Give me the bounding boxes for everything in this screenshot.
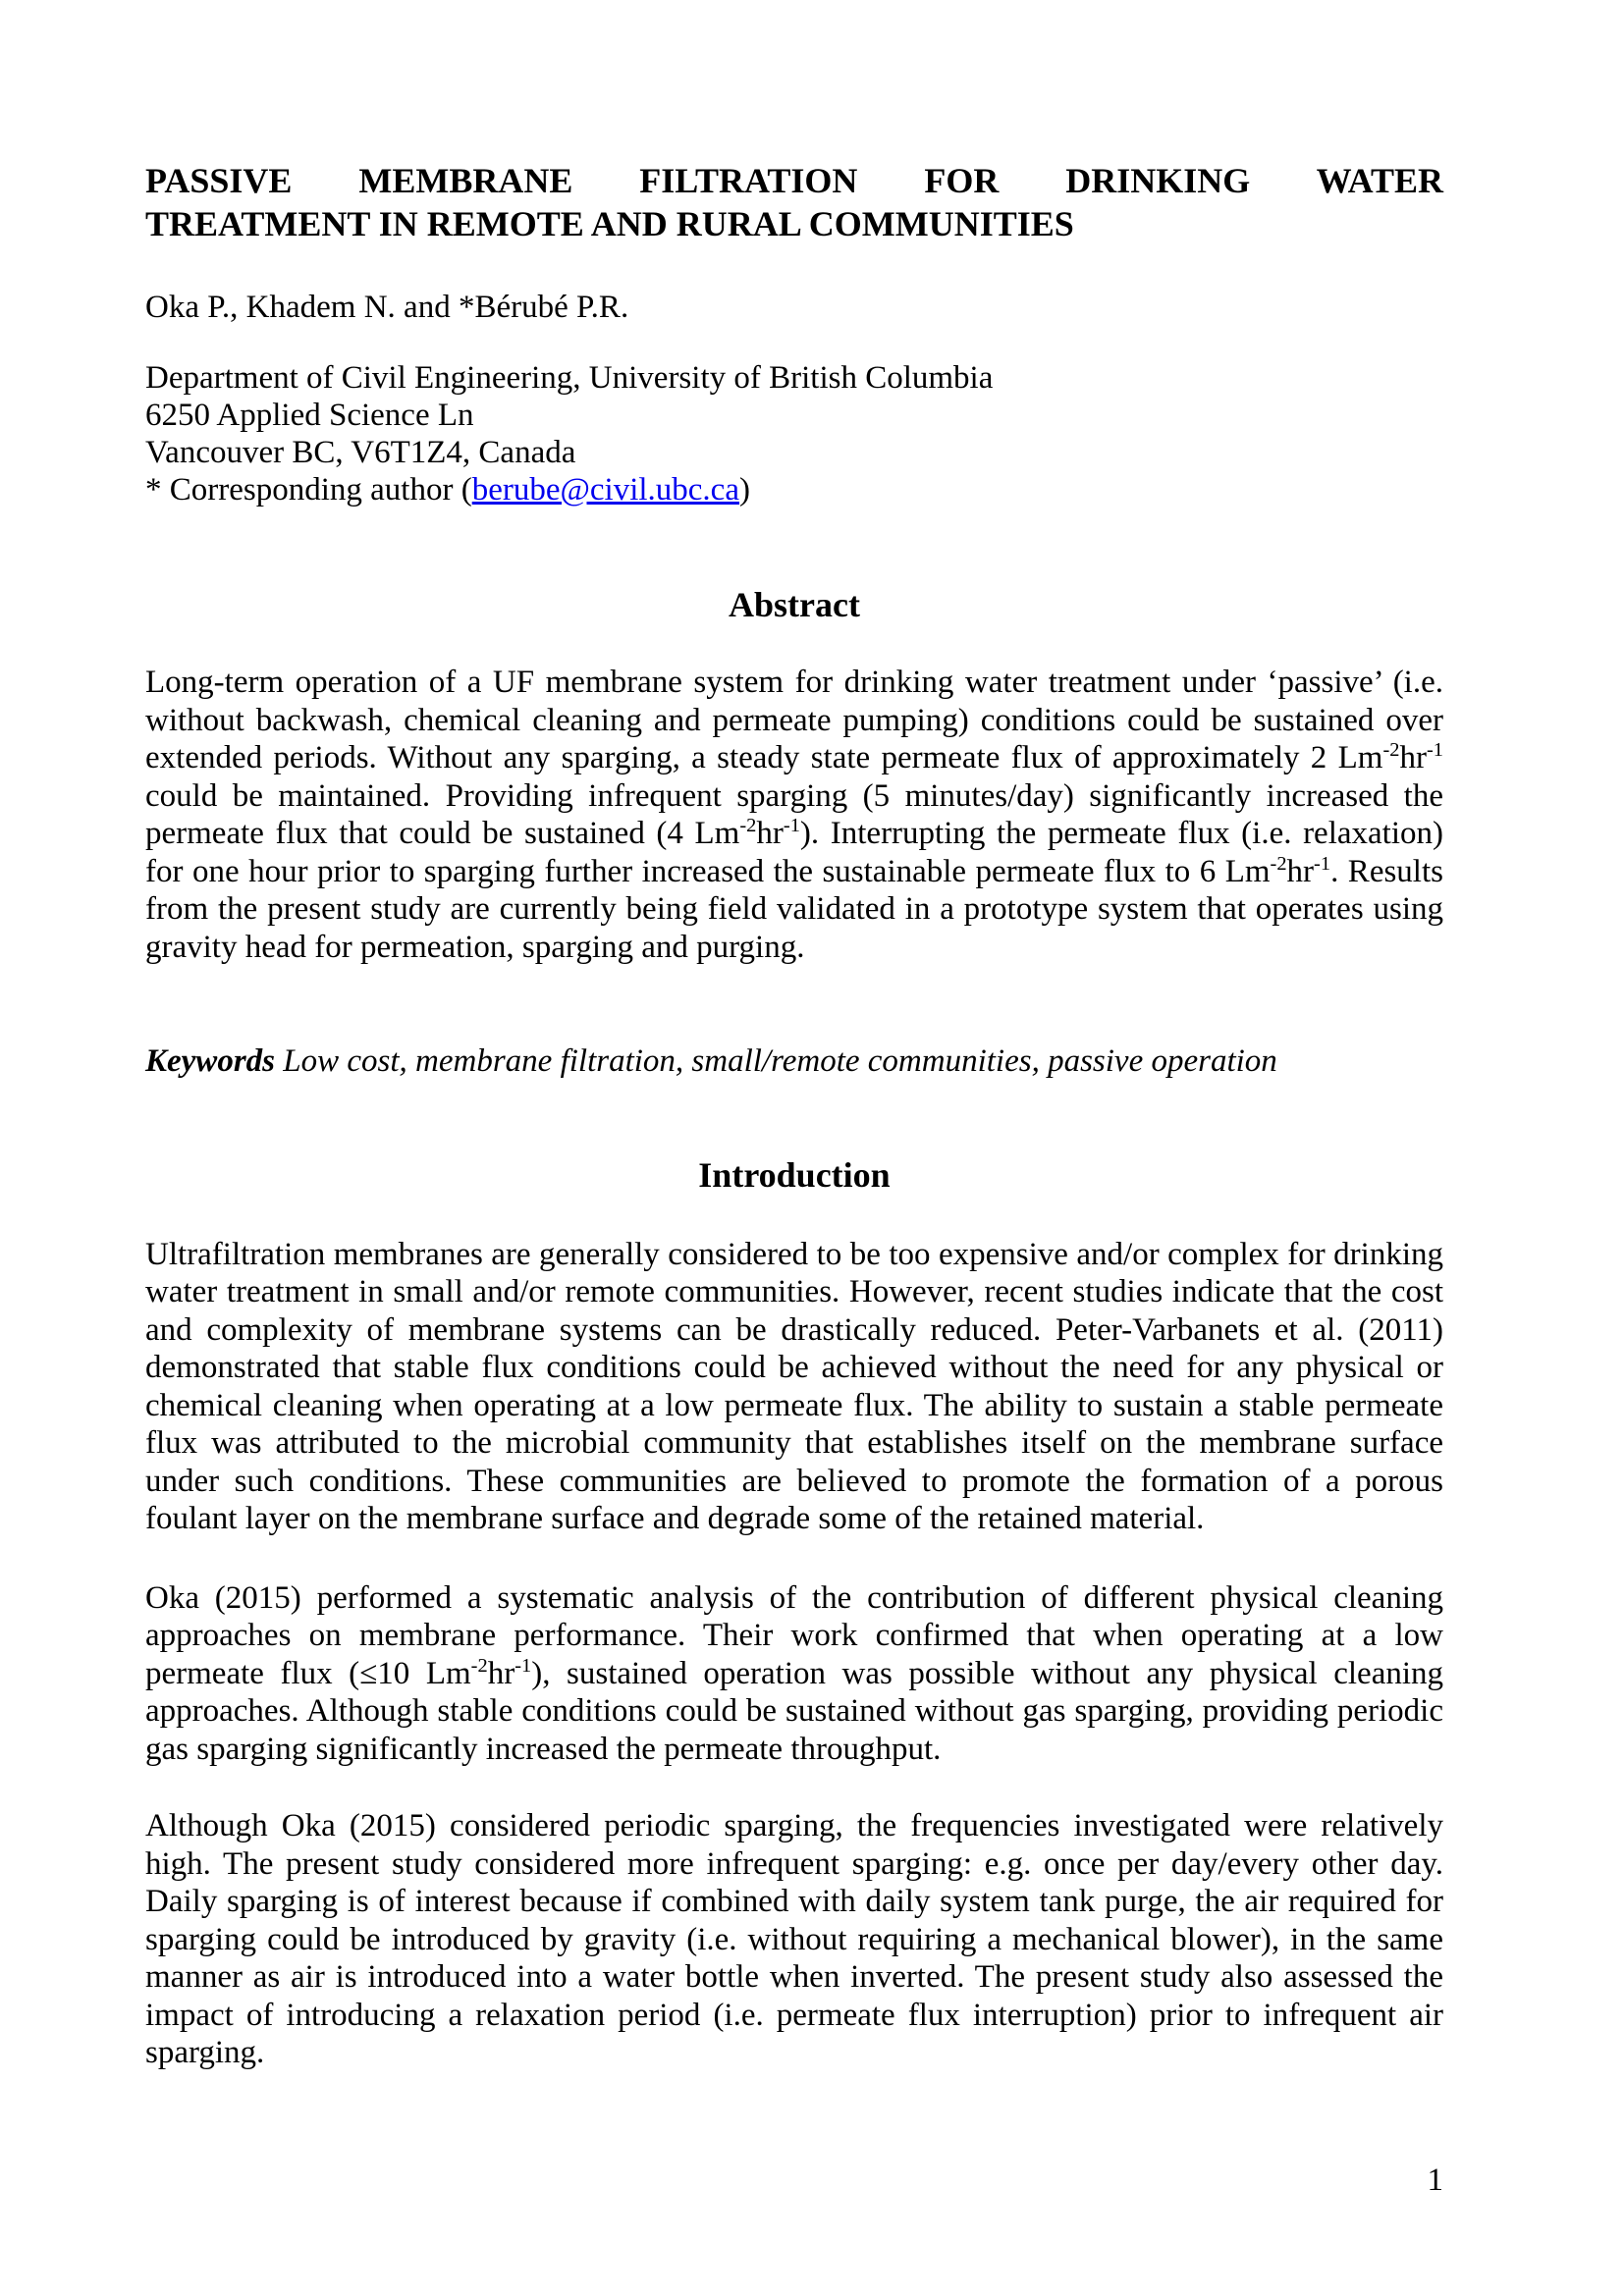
text-segment: * Corresponding author ( xyxy=(145,472,472,507)
introduction-paragraph-1 xyxy=(145,1236,1443,1538)
superscript-exponent: -1 xyxy=(1314,852,1331,875)
introduction-paragraph-2 xyxy=(145,1579,1443,1769)
corresponding-author-line xyxy=(145,471,1443,508)
email-link[interactable]: berube@civil.ubc.ca xyxy=(471,472,739,507)
keywords-text: Low cost, membrane filtration, small/remote communities, passive operation xyxy=(275,1043,1277,1079)
affiliation-department: Department of Civil Engineering, University of British Columbia xyxy=(145,360,994,396)
text-segment: could be maintained. Providing infrequent sparging (5 minutes/day) significantly increased the permeate flux that could be sustained (4 Lm xyxy=(145,777,1443,851)
page-number: 1 xyxy=(1427,2163,1443,2198)
superscript-exponent: -1 xyxy=(514,1654,532,1677)
keywords-label: Keywords xyxy=(145,1043,275,1079)
superscript-exponent: -2 xyxy=(470,1654,488,1677)
affiliation-street: 6250 Applied Science Ln xyxy=(145,398,474,433)
text-segment: hr xyxy=(1399,740,1427,775)
text-segment: Long-term operation of a UF membrane system for drinking water treatment under ‘passive’ (i.e. without backwash, chemical cleaning and permeate pumping) conditions could be sustained over extended periods. Without any sparging, a steady state permeate flux of approximately 2 Lm xyxy=(145,665,1443,775)
superscript-exponent: -1 xyxy=(783,815,800,836)
authors-line: Oka P., Khadem N. and *Bérubé P.R. xyxy=(145,290,629,325)
text-segment: hr xyxy=(756,816,784,851)
superscript-exponent: -1 xyxy=(1426,739,1443,761)
affiliation-block xyxy=(145,359,1443,508)
abstract-paragraph xyxy=(145,664,1443,966)
keywords-line xyxy=(145,1042,1443,1081)
paper-title-line-2: TREATMENT IN REMOTE AND RURAL COMMUNITIES xyxy=(145,204,1074,243)
text-segment: ) xyxy=(738,472,750,507)
text-segment: ), sustained operation was possible without any physical cleaning approaches. Although stable conditions could be sustained without gas sparging, providing periodic gas sparging significantly increased the permeate throughput. xyxy=(145,1655,1444,1767)
text-segment: Oka (2015) performed a systematic analysis of the contribution of different physical cleaning approaches on membrane performance. Their work confirmed that when operating at a low permeate flux (≤10 Lm xyxy=(145,1579,1443,1691)
abstract-heading: Abstract xyxy=(729,585,860,624)
text-segment: hr xyxy=(1286,853,1315,889)
paper-title-line-1: PASSIVE MEMBRANE FILTRATION FOR DRINKING WATER xyxy=(145,161,1443,200)
paper-title xyxy=(145,159,1443,245)
superscript-exponent: -2 xyxy=(1382,739,1400,761)
affiliation-city: Vancouver BC, V6T1Z4, Canada xyxy=(145,435,576,470)
page-content xyxy=(145,0,1443,2072)
superscript-exponent: -2 xyxy=(1270,852,1287,875)
text-segment: . Results from the present study are currently being field validated in a prototype system that operates using gravity head for permeation, sparging and purging. xyxy=(145,853,1443,965)
superscript-exponent: -2 xyxy=(739,815,757,836)
text-segment: hr xyxy=(487,1655,515,1691)
introduction-paragraph-3 xyxy=(145,1807,1443,2072)
text-segment: Although Oka (2015) considered periodic sparging, the frequencies investigated were relatively high. The present study considered more infrequent sparging: e.g. once per day/every other day. Daily sparging is of interest because if combined with daily system tank purge, the air required for sparging could be introduced by gravity (i.e. without requiring a mechanical blower), in the same manner as air is introduced into a water bottle when inverted. The present study also assessed the impact of introducing a relaxation period (i.e. permeate flux interruption) prior to infrequent air sparging. xyxy=(145,1808,1443,2070)
text-segment: ). Interrupting the permeate flux (i.e. relaxation) for one hour prior to sparging further increased the sustainable permeate flux to 6 Lm xyxy=(145,816,1443,889)
text-segment: Ultrafiltration membranes are generally considered to be too expensive and/or complex for drinking water treatment in small and/or remote communities. However, recent studies indicate that the cost and complexity of membrane systems can be drastically reduced. Peter-Varbanets et al. (2011) demonstrated that stable flux conditions could be achieved without the need for any physical or chemical cleaning when operating at a low permeate flux. The ability to sustain a stable permeate flux was attributed to the microbial community that establishes itself on the membrane surface under such conditions. These communities are believed to promote the formation of a porous foulant layer on the membrane surface and degrade some of the retained material. xyxy=(145,1236,1443,1536)
introduction-heading: Introduction xyxy=(698,1154,891,1195)
